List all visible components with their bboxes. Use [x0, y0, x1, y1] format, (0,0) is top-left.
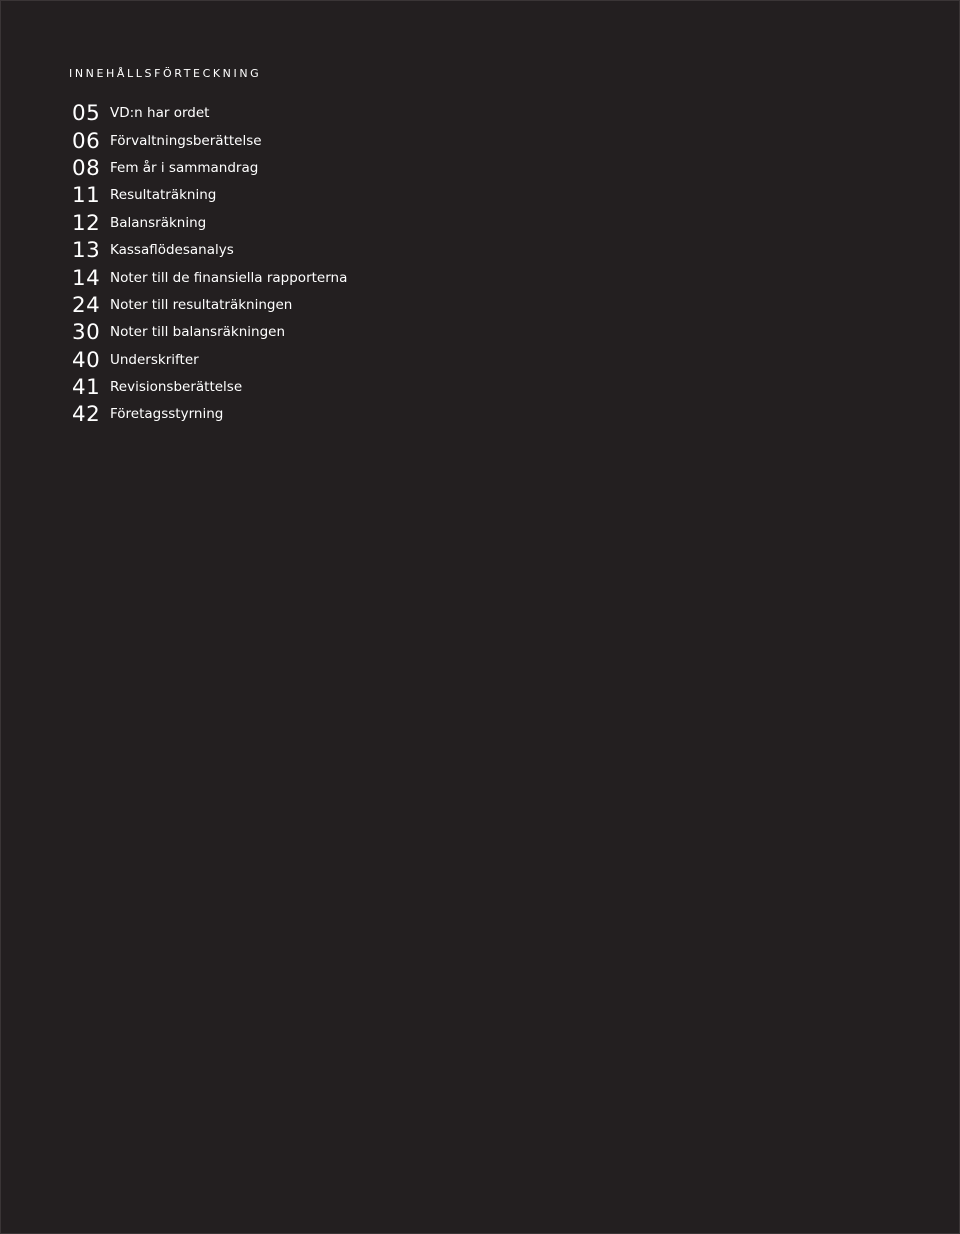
toc-page-number: 24: [72, 292, 101, 317]
toc-entry-title: VD:n har ordet: [110, 105, 210, 122]
toc-page-number: 40: [72, 347, 101, 372]
toc-entry[interactable]: [72, 237, 347, 264]
toc-page-number: 12: [72, 210, 101, 235]
toc-list: [72, 100, 347, 429]
toc-page-number: 08: [72, 155, 101, 180]
toc-page-number: 13: [72, 238, 101, 263]
toc-entry[interactable]: [72, 127, 347, 154]
toc-entry-title: Noter till de finansiella rapporterna: [110, 269, 348, 286]
toc-page-number: 06: [72, 128, 101, 153]
toc-page-number: 41: [72, 375, 101, 400]
toc-entry[interactable]: [72, 100, 347, 127]
toc-page-number: 14: [72, 265, 101, 290]
toc-page-number: 11: [72, 183, 101, 208]
toc-page-number: 30: [72, 320, 101, 345]
toc-entry-title: Resultaträkning: [110, 187, 217, 204]
toc-entry[interactable]: [72, 264, 347, 291]
toc-entry-title: Förvaltningsberättelse: [110, 132, 262, 149]
toc-entry[interactable]: [72, 155, 347, 182]
toc-entry[interactable]: [72, 374, 347, 401]
toc-entry-title: Noter till balansräkningen: [110, 324, 286, 341]
toc-heading: INNEHÅLLSFÖRTECKNING: [69, 67, 262, 80]
toc-entry-title: Underskrifter: [110, 351, 199, 368]
toc-entry[interactable]: [72, 182, 347, 209]
toc-entry-title: Fem år i sammandrag: [110, 159, 259, 176]
toc-entry[interactable]: [72, 401, 347, 428]
toc-page-number: 42: [72, 402, 101, 427]
toc-entry[interactable]: [72, 347, 347, 374]
toc-entry[interactable]: [72, 292, 347, 319]
toc-entry-title: Företagsstyrning: [110, 406, 224, 423]
toc-entry-title: Noter till resultaträkningen: [110, 296, 293, 313]
toc-page-number: 05: [72, 101, 101, 126]
toc-entry-title: Kassaflödesanalys: [110, 242, 234, 259]
toc-entry-title: Revisionsberättelse: [110, 379, 243, 396]
toc-entry-title: Balansräkning: [110, 214, 207, 231]
toc-entry[interactable]: [72, 210, 347, 237]
toc-entry[interactable]: [72, 319, 347, 346]
